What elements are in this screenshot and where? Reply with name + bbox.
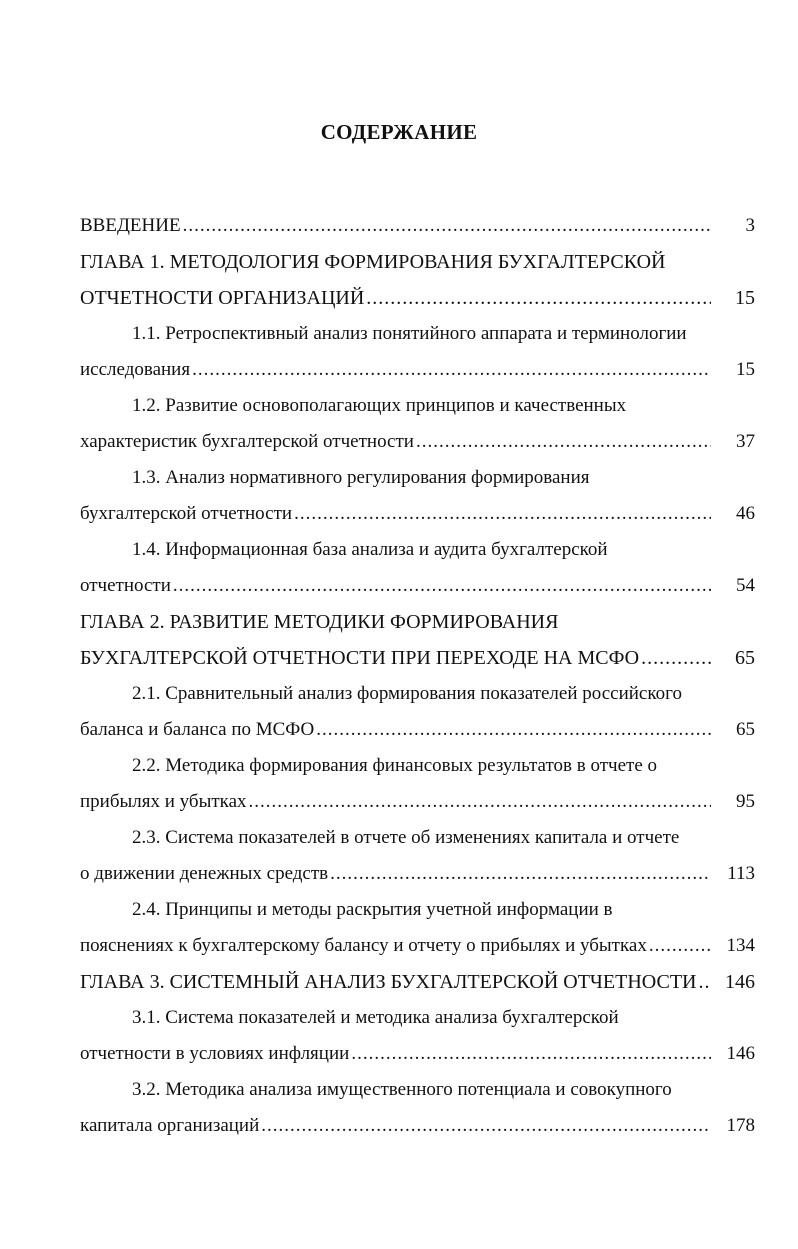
toc-entry-text: 1.4. Информационная база анализа и аудита бухгалтерской (132, 539, 608, 560)
toc-entry-text: характеристик бухгалтерской отчетности (80, 431, 414, 452)
dot-leader (171, 571, 711, 601)
toc-entry-text: 2.3. Система показателей в отчете об изменениях капитала и отчете (132, 827, 680, 848)
dot-leader (259, 1111, 711, 1141)
toc-entry-text: о движении денежных средств (80, 863, 329, 884)
toc-entry-text: бухгалтерской отчетности (80, 503, 293, 524)
toc-section-2-4-line-1 (80, 895, 755, 925)
toc-entry-text: 2.4. Принципы и методы раскрытия учетной информации в (132, 899, 613, 920)
toc-section-3-2-line-1 (80, 1075, 755, 1105)
toc-entry-text: 3.1. Система показателей и методика анализа бухгалтерской (132, 1007, 619, 1028)
toc-page-number: 46 (736, 503, 755, 524)
dot-leader (292, 499, 711, 529)
toc-page-number: 65 (736, 719, 755, 740)
toc-entry-text: прибылях и убытках (80, 791, 247, 812)
toc-page-number: 95 (736, 791, 755, 812)
toc-section-1-1-line-2 (80, 355, 755, 385)
toc-section-1-3-line-2 (80, 499, 755, 529)
toc-entry-text: 1.3. Анализ нормативного регулирования формирования (132, 467, 590, 488)
toc-section-1-4-line-2 (80, 571, 755, 601)
toc-section-1-3-line-1 (80, 463, 755, 493)
toc-entry-text: ОТЧЕТНОСТИ ОРГАНИЗАЦИЙ (80, 287, 365, 309)
dot-leader (328, 859, 711, 889)
dot-leader (696, 967, 711, 997)
dot-leader (190, 355, 711, 385)
toc-page-number: 54 (736, 575, 755, 596)
toc-entry-text: 2.1. Сравнительный анализ формирования показателей российского (132, 683, 682, 704)
toc-entry-text: ГЛАВА 1. МЕТОДОЛОГИЯ ФОРМИРОВАНИЯ БУХГАЛТЕРСКОЙ (80, 251, 666, 273)
toc-section-2-4-line-2 (80, 931, 755, 961)
dot-leader (414, 427, 711, 457)
toc-section-2-3-line-2 (80, 859, 755, 889)
toc-page-number: 113 (727, 863, 755, 884)
toc-entry-text: 3.2. Методика анализа имущественного потенциала и совокупного (132, 1079, 672, 1100)
toc-section-2-1-line-1 (80, 679, 755, 709)
toc-page-number: 3 (745, 215, 755, 236)
toc-section-2-2-line-1 (80, 751, 755, 781)
toc-section-3-2-line-2 (80, 1111, 755, 1141)
toc-chapter-1-line-1 (80, 247, 755, 277)
page-title: СОДЕРЖАНИЕ (320, 120, 478, 144)
dot-leader (314, 715, 711, 745)
toc-entry-text: отчетности (80, 575, 171, 596)
toc-section-2-3-line-1 (80, 823, 755, 853)
toc-section-2-1-line-2 (80, 715, 755, 745)
toc-entry-text: 2.2. Методика формирования финансовых результатов в отчете о (132, 755, 658, 776)
toc-page-number: 146 (726, 1043, 755, 1064)
toc-entry-text: баланса и баланса по МСФО (80, 719, 315, 740)
toc-section-2-2-line-2 (80, 787, 755, 817)
toc-entry-introduction (80, 211, 755, 241)
dot-leader (639, 643, 711, 673)
dot-leader (181, 211, 711, 241)
toc-page-number: 15 (736, 359, 755, 380)
toc-page-number: 65 (735, 647, 755, 669)
toc-entry-text: 1.2. Развитие основополагающих принципов и качественных (132, 395, 627, 416)
toc-section-1-1-line-1 (80, 319, 755, 349)
toc-entry-text: пояснениях к бухгалтерскому балансу и отчету о прибылях и убытках (80, 935, 647, 956)
toc-section-1-2-line-2 (80, 427, 755, 457)
toc-chapter-2-line-2 (80, 643, 755, 673)
dot-leader (647, 931, 711, 961)
toc-chapter-1-line-2 (80, 283, 755, 313)
toc-entry-text: исследования (80, 359, 191, 380)
toc-page-number: 37 (736, 431, 755, 452)
toc-entry-text: ГЛАВА 3. СИСТЕМНЫЙ АНАЛИЗ БУХГАЛТЕРСКОЙ ОТЧЕТНОСТИ (80, 971, 697, 993)
toc-entry-text: 1.1. Ретроспективный анализ понятийного аппарата и терминологии (132, 323, 687, 344)
toc-chapter-3 (80, 967, 755, 997)
toc-entry-text: капитала организаций (80, 1115, 260, 1136)
toc-entry-text: ВВЕДЕНИЕ (80, 215, 181, 236)
dot-leader (247, 787, 711, 817)
dot-leader (349, 1039, 711, 1069)
toc-page-number: 134 (726, 935, 755, 956)
toc-chapter-2-line-1 (80, 607, 755, 637)
toc-section-1-4-line-1 (80, 535, 755, 565)
toc-page-number: 146 (725, 971, 755, 993)
toc-section-3-1-line-1 (80, 1003, 755, 1033)
toc-entry-text: ГЛАВА 2. РАЗВИТИЕ МЕТОДИКИ ФОРМИРОВАНИЯ (80, 611, 559, 633)
dot-leader (364, 283, 711, 313)
toc-entry-text: БУХГАЛТЕРСКОЙ ОТЧЕТНОСТИ ПРИ ПЕРЕХОДЕ НА МСФО (80, 647, 640, 669)
toc-page-number: 15 (735, 287, 755, 309)
toc-section-1-2-line-1 (80, 391, 755, 421)
toc-entry-text: отчетности в условиях инфляции (80, 1043, 350, 1064)
toc-section-3-1-line-2 (80, 1039, 755, 1069)
toc-page-number: 178 (726, 1115, 755, 1136)
